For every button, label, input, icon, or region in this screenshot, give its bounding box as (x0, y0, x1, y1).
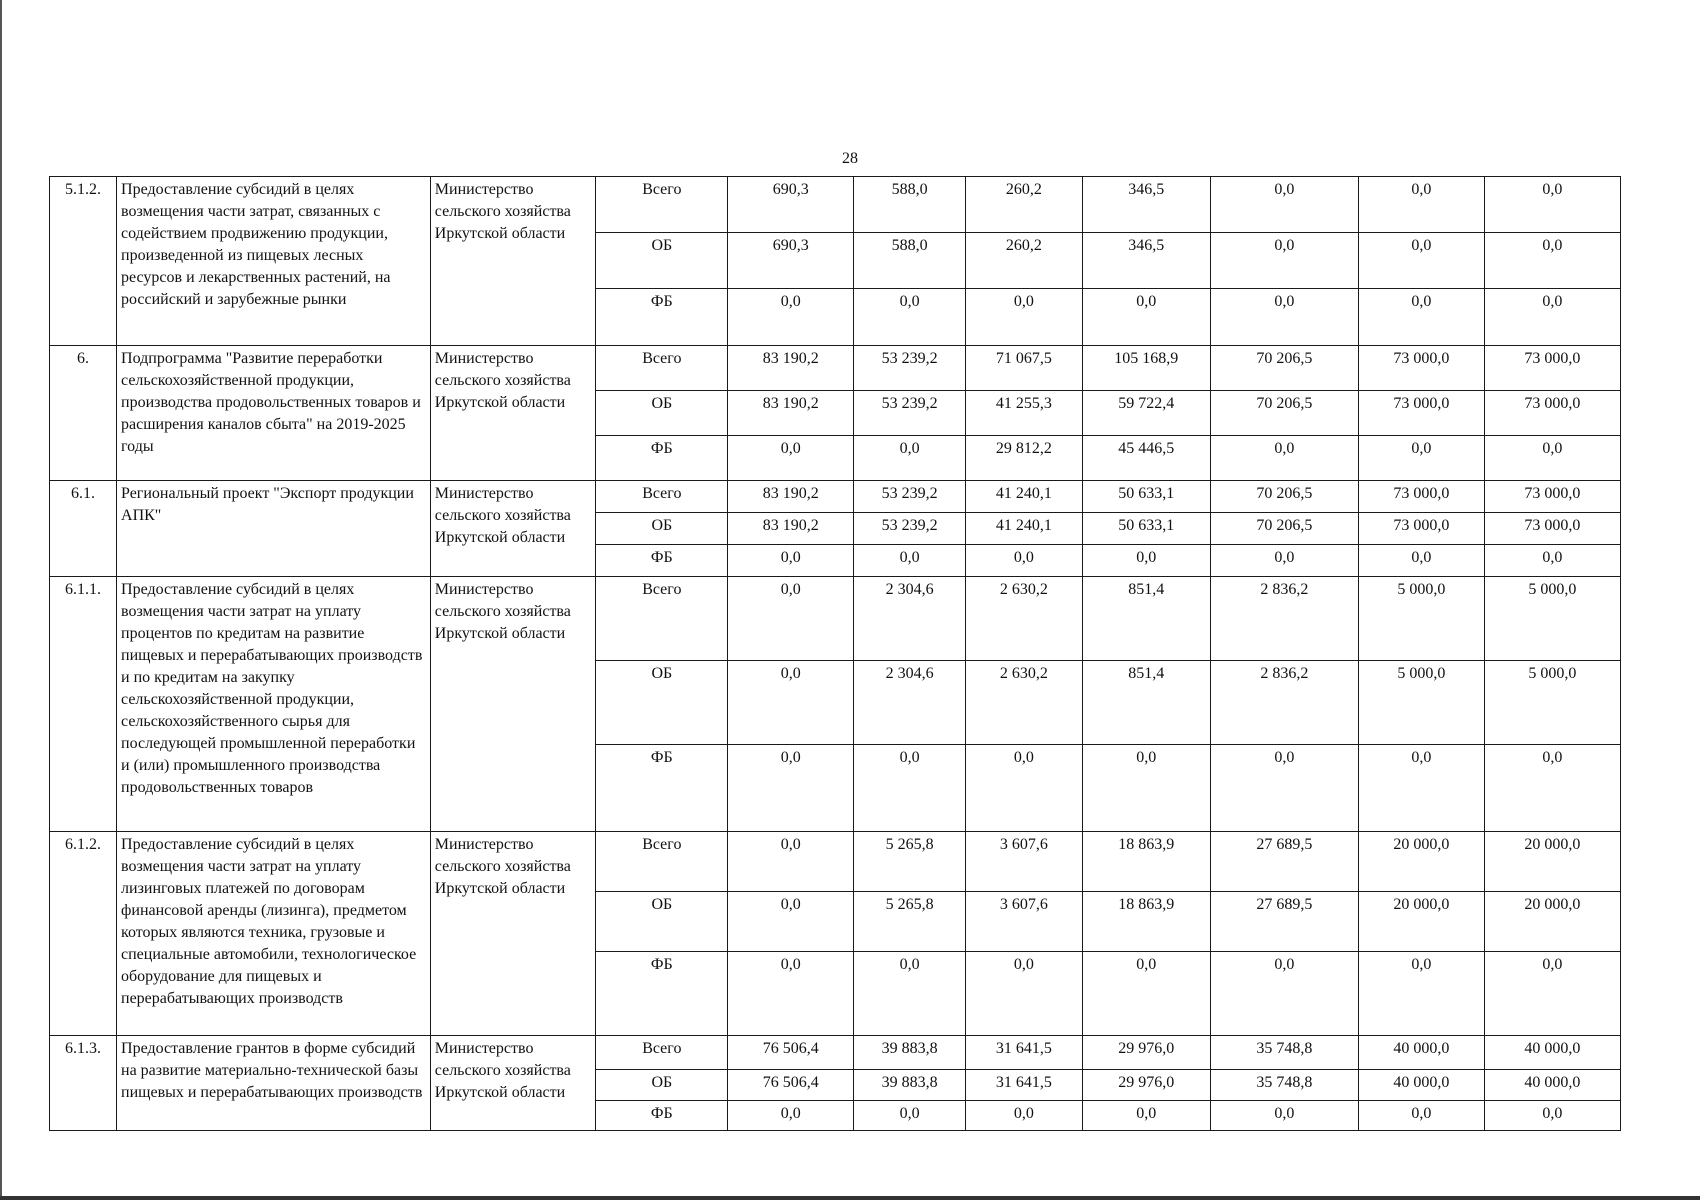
value-cell: 0,0 (1358, 436, 1484, 481)
value-cell: 39 883,8 (854, 1070, 966, 1101)
value-cell: 0,0 (728, 952, 854, 1036)
value-cell: 27 689,5 (1210, 832, 1358, 892)
value-cell: 0,0 (1484, 233, 1620, 289)
value-cell: 3 607,6 (965, 832, 1082, 892)
budget-table (49, 176, 1621, 1131)
table-row (50, 346, 1621, 391)
value-cell: 53 239,2 (854, 513, 966, 545)
value-cell: 50 633,1 (1082, 513, 1210, 545)
row-number: 5.1.2. (50, 177, 117, 346)
activity-name: Предоставление грантов в форме субсидий на развитие материально-технической базы пищевых и перерабатывающих производств (117, 1036, 431, 1131)
activity-name: Предоставление субсидий в целях возмещения части затрат, связанных с содействием продвижению продукции, произведенной из пищевых лесных ресурсов и лекарственных растений, на российский и зарубежные рынки (117, 177, 431, 346)
funding-source: Всего (596, 577, 728, 661)
funding-source: ОБ (596, 661, 728, 745)
value-cell: 0,0 (1484, 1101, 1620, 1131)
activity-name: Предоставление субсидий в целях возмещения части затрат на уплату лизинговых платежей по договорам финансовой аренды (лизинга), предметом которых являются техника, грузовые и специальные автомобили, технологическое оборудование для пищевых и перерабатывающих производств (117, 832, 431, 1036)
funding-source: Всего (596, 1036, 728, 1070)
value-cell: 45 446,5 (1082, 436, 1210, 481)
value-cell: 83 190,2 (728, 346, 854, 391)
value-cell: 76 506,4 (728, 1070, 854, 1101)
budget-table-container (49, 176, 1621, 1131)
scan-left-edge (0, 0, 2, 1200)
value-cell: 0,0 (728, 892, 854, 952)
value-cell: 73 000,0 (1358, 513, 1484, 545)
value-cell: 39 883,8 (854, 1036, 966, 1070)
value-cell: 0,0 (1082, 289, 1210, 346)
value-cell: 0,0 (854, 545, 966, 577)
value-cell: 20 000,0 (1484, 892, 1620, 952)
value-cell: 5 000,0 (1484, 661, 1620, 745)
value-cell: 0,0 (1358, 745, 1484, 832)
value-cell: 0,0 (1210, 745, 1358, 832)
value-cell: 2 630,2 (965, 577, 1082, 661)
value-cell: 20 000,0 (1358, 892, 1484, 952)
executor: Министерство сельского хозяйства Иркутской области (430, 481, 596, 577)
value-cell: 40 000,0 (1358, 1036, 1484, 1070)
value-cell: 0,0 (1210, 545, 1358, 577)
value-cell: 851,4 (1082, 577, 1210, 661)
value-cell: 0,0 (728, 577, 854, 661)
row-number: 6.1.3. (50, 1036, 117, 1131)
value-cell: 2 836,2 (1210, 661, 1358, 745)
value-cell: 0,0 (965, 545, 1082, 577)
value-cell: 0,0 (854, 745, 966, 832)
value-cell: 260,2 (965, 177, 1082, 233)
value-cell: 0,0 (1082, 1101, 1210, 1131)
value-cell: 0,0 (1358, 1101, 1484, 1131)
value-cell: 73 000,0 (1358, 346, 1484, 391)
value-cell: 2 630,2 (965, 661, 1082, 745)
value-cell: 0,0 (1082, 545, 1210, 577)
funding-source: Всего (596, 346, 728, 391)
table-row (50, 177, 1621, 233)
row-number: 6.1.2. (50, 832, 117, 1036)
value-cell: 53 239,2 (854, 391, 966, 436)
value-cell: 5 000,0 (1358, 577, 1484, 661)
funding-source: Всего (596, 832, 728, 892)
value-cell: 0,0 (1484, 177, 1620, 233)
value-cell: 83 190,2 (728, 391, 854, 436)
value-cell: 31 641,5 (965, 1070, 1082, 1101)
value-cell: 0,0 (728, 289, 854, 346)
value-cell: 53 239,2 (854, 346, 966, 391)
value-cell: 29 976,0 (1082, 1036, 1210, 1070)
value-cell: 0,0 (728, 1101, 854, 1131)
value-cell: 0,0 (728, 832, 854, 892)
value-cell: 73 000,0 (1484, 513, 1620, 545)
activity-name: Подпрограмма "Развитие переработки сельскохозяйственной продукции, производства продовольственных товаров и расширения каналов сбыта" на 2019-2025 годы (117, 346, 431, 481)
value-cell: 3 607,6 (965, 892, 1082, 952)
value-cell: 346,5 (1082, 233, 1210, 289)
value-cell: 0,0 (1358, 289, 1484, 346)
value-cell: 0,0 (1210, 289, 1358, 346)
row-number: 6. (50, 346, 117, 481)
value-cell: 20 000,0 (1358, 832, 1484, 892)
value-cell: 588,0 (854, 233, 966, 289)
value-cell: 0,0 (1358, 952, 1484, 1036)
funding-source: ФБ (596, 952, 728, 1036)
value-cell: 73 000,0 (1484, 481, 1620, 513)
value-cell: 851,4 (1082, 661, 1210, 745)
value-cell: 0,0 (1358, 233, 1484, 289)
value-cell: 70 206,5 (1210, 346, 1358, 391)
value-cell: 20 000,0 (1484, 832, 1620, 892)
value-cell: 0,0 (1082, 952, 1210, 1036)
value-cell: 35 748,8 (1210, 1036, 1358, 1070)
funding-source: Всего (596, 177, 728, 233)
table-row (50, 577, 1621, 661)
value-cell: 5 000,0 (1358, 661, 1484, 745)
funding-source: Всего (596, 481, 728, 513)
value-cell: 83 190,2 (728, 481, 854, 513)
value-cell: 73 000,0 (1358, 481, 1484, 513)
value-cell: 70 206,5 (1210, 481, 1358, 513)
value-cell: 0,0 (1484, 436, 1620, 481)
funding-source: ОБ (596, 892, 728, 952)
value-cell: 105 168,9 (1082, 346, 1210, 391)
value-cell: 0,0 (728, 661, 854, 745)
value-cell: 690,3 (728, 233, 854, 289)
executor: Министерство сельского хозяйства Иркутской области (430, 346, 596, 481)
value-cell: 50 633,1 (1082, 481, 1210, 513)
value-cell: 59 722,4 (1082, 391, 1210, 436)
executor: Министерство сельского хозяйства Иркутской области (430, 1036, 596, 1131)
value-cell: 0,0 (1484, 545, 1620, 577)
value-cell: 0,0 (728, 436, 854, 481)
value-cell: 690,3 (728, 177, 854, 233)
value-cell: 18 863,9 (1082, 832, 1210, 892)
executor: Министерство сельского хозяйства Иркутской области (430, 832, 596, 1036)
value-cell: 5 000,0 (1484, 577, 1620, 661)
funding-source: ОБ (596, 513, 728, 545)
table-body (50, 177, 1621, 1131)
value-cell: 0,0 (728, 545, 854, 577)
row-number: 6.1.1. (50, 577, 117, 832)
funding-source: ФБ (596, 545, 728, 577)
value-cell: 41 240,1 (965, 481, 1082, 513)
funding-source: ОБ (596, 1070, 728, 1101)
page-number: 28 (842, 150, 858, 167)
value-cell: 27 689,5 (1210, 892, 1358, 952)
funding-source: ФБ (596, 745, 728, 832)
value-cell: 0,0 (1358, 545, 1484, 577)
value-cell: 76 506,4 (728, 1036, 854, 1070)
funding-source: ОБ (596, 391, 728, 436)
value-cell: 0,0 (1210, 233, 1358, 289)
activity-name: Региональный проект "Экспорт продукции АПК" (117, 481, 431, 577)
value-cell: 41 240,1 (965, 513, 1082, 545)
value-cell: 40 000,0 (1484, 1070, 1620, 1101)
value-cell: 0,0 (854, 1101, 966, 1131)
value-cell: 40 000,0 (1484, 1036, 1620, 1070)
value-cell: 40 000,0 (1358, 1070, 1484, 1101)
value-cell: 70 206,5 (1210, 391, 1358, 436)
value-cell: 0,0 (1210, 177, 1358, 233)
value-cell: 0,0 (965, 952, 1082, 1036)
value-cell: 35 748,8 (1210, 1070, 1358, 1101)
value-cell: 346,5 (1082, 177, 1210, 233)
scan-bottom-edge (0, 1196, 1700, 1200)
value-cell: 5 265,8 (854, 892, 966, 952)
value-cell: 18 863,9 (1082, 892, 1210, 952)
value-cell: 0,0 (965, 1101, 1082, 1131)
value-cell: 83 190,2 (728, 513, 854, 545)
executor: Министерство сельского хозяйства Иркутской области (430, 177, 596, 346)
value-cell: 73 000,0 (1484, 391, 1620, 436)
value-cell: 2 304,6 (854, 577, 966, 661)
value-cell: 41 255,3 (965, 391, 1082, 436)
funding-source: ФБ (596, 1101, 728, 1131)
value-cell: 0,0 (728, 745, 854, 832)
value-cell: 0,0 (1210, 436, 1358, 481)
row-number: 6.1. (50, 481, 117, 577)
value-cell: 70 206,5 (1210, 513, 1358, 545)
value-cell: 0,0 (854, 436, 966, 481)
value-cell: 0,0 (1484, 289, 1620, 346)
value-cell: 29 976,0 (1082, 1070, 1210, 1101)
value-cell: 260,2 (965, 233, 1082, 289)
value-cell: 0,0 (1210, 952, 1358, 1036)
funding-source: ФБ (596, 436, 728, 481)
table-row (50, 1036, 1621, 1070)
value-cell: 0,0 (1484, 952, 1620, 1036)
value-cell: 0,0 (1484, 745, 1620, 832)
value-cell: 0,0 (854, 952, 966, 1036)
value-cell: 588,0 (854, 177, 966, 233)
funding-source: ОБ (596, 233, 728, 289)
value-cell: 31 641,5 (965, 1036, 1082, 1070)
value-cell: 71 067,5 (965, 346, 1082, 391)
table-row (50, 481, 1621, 513)
table-row (50, 832, 1621, 892)
funding-source: ФБ (596, 289, 728, 346)
value-cell: 53 239,2 (854, 481, 966, 513)
value-cell: 0,0 (1082, 745, 1210, 832)
value-cell: 0,0 (1358, 177, 1484, 233)
value-cell: 29 812,2 (965, 436, 1082, 481)
value-cell: 0,0 (854, 289, 966, 346)
executor: Министерство сельского хозяйства Иркутской области (430, 577, 596, 832)
value-cell: 73 000,0 (1358, 391, 1484, 436)
activity-name: Предоставление субсидий в целях возмещения части затрат на уплату процентов по кредитам на развитие пищевых и перерабатывающих производств и по кредитам на закупку сельскохозяйственной продукции, сельскохозяйственного сырья для последующей промышленной переработки и (или) промышленного производства продовольственных товаров (117, 577, 431, 832)
value-cell: 2 304,6 (854, 661, 966, 745)
value-cell: 73 000,0 (1484, 346, 1620, 391)
value-cell: 0,0 (965, 289, 1082, 346)
value-cell: 2 836,2 (1210, 577, 1358, 661)
value-cell: 5 265,8 (854, 832, 966, 892)
value-cell: 0,0 (1210, 1101, 1358, 1131)
value-cell: 0,0 (965, 745, 1082, 832)
